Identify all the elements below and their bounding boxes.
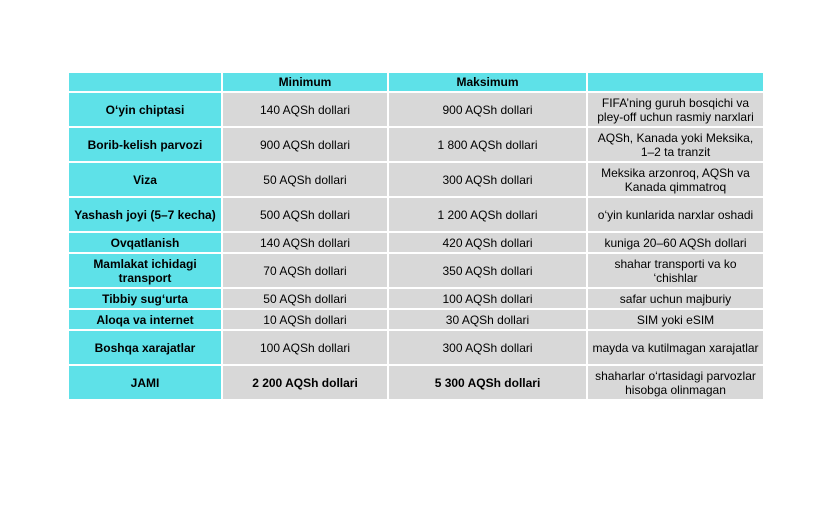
row-max: 1 200 AQSh dollari: [388, 197, 587, 232]
table-row: [68, 253, 764, 288]
row-note: mayda va kutilmagan xarajatlar: [587, 330, 764, 365]
row-min: 50 AQSh dollari: [222, 288, 388, 309]
row-label: Borib-kelish parvozi: [68, 127, 222, 162]
row-note: FIFA’ning guruh bosqichi va pley-off uchun rasmiy narxlari: [587, 92, 764, 127]
row-max: 30 AQSh dollari: [388, 309, 587, 330]
row-min: 100 AQSh dollari: [222, 330, 388, 365]
row-min: 900 AQSh dollari: [222, 127, 388, 162]
row-max: 100 AQSh dollari: [388, 288, 587, 309]
row-note: shahar transporti va ko ‘chishlar: [587, 253, 764, 288]
total-label: JAMI: [68, 365, 222, 400]
row-label: Aloqa va internet: [68, 309, 222, 330]
table-row: [68, 92, 764, 127]
row-min: 10 AQSh dollari: [222, 309, 388, 330]
header-minimum: Minimum: [222, 72, 388, 92]
row-note: Meksika arzonroq, AQSh va Kanada qimmatroq: [587, 162, 764, 197]
row-note: kuniga 20–60 AQSh dollari: [587, 232, 764, 253]
total-note: shaharlar o‘rtasidagi parvozlar hisobga olinmagan: [587, 365, 764, 400]
row-label: Ovqatlanish: [68, 232, 222, 253]
row-max: 1 800 AQSh dollari: [388, 127, 587, 162]
table-row: [68, 197, 764, 232]
row-label: Tibbiy sug‘urta: [68, 288, 222, 309]
header-row: [68, 72, 764, 92]
row-label: Boshqa xarajatlar: [68, 330, 222, 365]
table-row: [68, 309, 764, 330]
row-label: Yashash joyi (5–7 kecha): [68, 197, 222, 232]
row-max: 300 AQSh dollari: [388, 162, 587, 197]
row-min: 50 AQSh dollari: [222, 162, 388, 197]
header-empty-note: [587, 72, 764, 92]
row-min: 140 AQSh dollari: [222, 232, 388, 253]
table-row: [68, 232, 764, 253]
row-max: 350 AQSh dollari: [388, 253, 587, 288]
table-row: [68, 288, 764, 309]
table-row: [68, 330, 764, 365]
cost-table: [67, 71, 765, 401]
header-empty-label: [68, 72, 222, 92]
row-min: 140 AQSh dollari: [222, 92, 388, 127]
row-note: SIM yoki eSIM: [587, 309, 764, 330]
row-max: 300 AQSh dollari: [388, 330, 587, 365]
header-maximum: Maksimum: [388, 72, 587, 92]
row-label: O‘yin chiptasi: [68, 92, 222, 127]
row-min: 70 AQSh dollari: [222, 253, 388, 288]
total-max: 5 300 AQSh dollari: [388, 365, 587, 400]
row-label: Mamlakat ichidagi transport: [68, 253, 222, 288]
table-row: [68, 162, 764, 197]
row-note: o‘yin kunlarida narxlar oshadi: [587, 197, 764, 232]
total-min: 2 200 AQSh dollari: [222, 365, 388, 400]
total-row: [68, 365, 764, 400]
row-note: AQSh, Kanada yoki Meksika, 1–2 ta tranzit: [587, 127, 764, 162]
row-max: 420 AQSh dollari: [388, 232, 587, 253]
row-max: 900 AQSh dollari: [388, 92, 587, 127]
table-row: [68, 127, 764, 162]
row-label: Viza: [68, 162, 222, 197]
row-note: safar uchun majburiy: [587, 288, 764, 309]
row-min: 500 AQSh dollari: [222, 197, 388, 232]
